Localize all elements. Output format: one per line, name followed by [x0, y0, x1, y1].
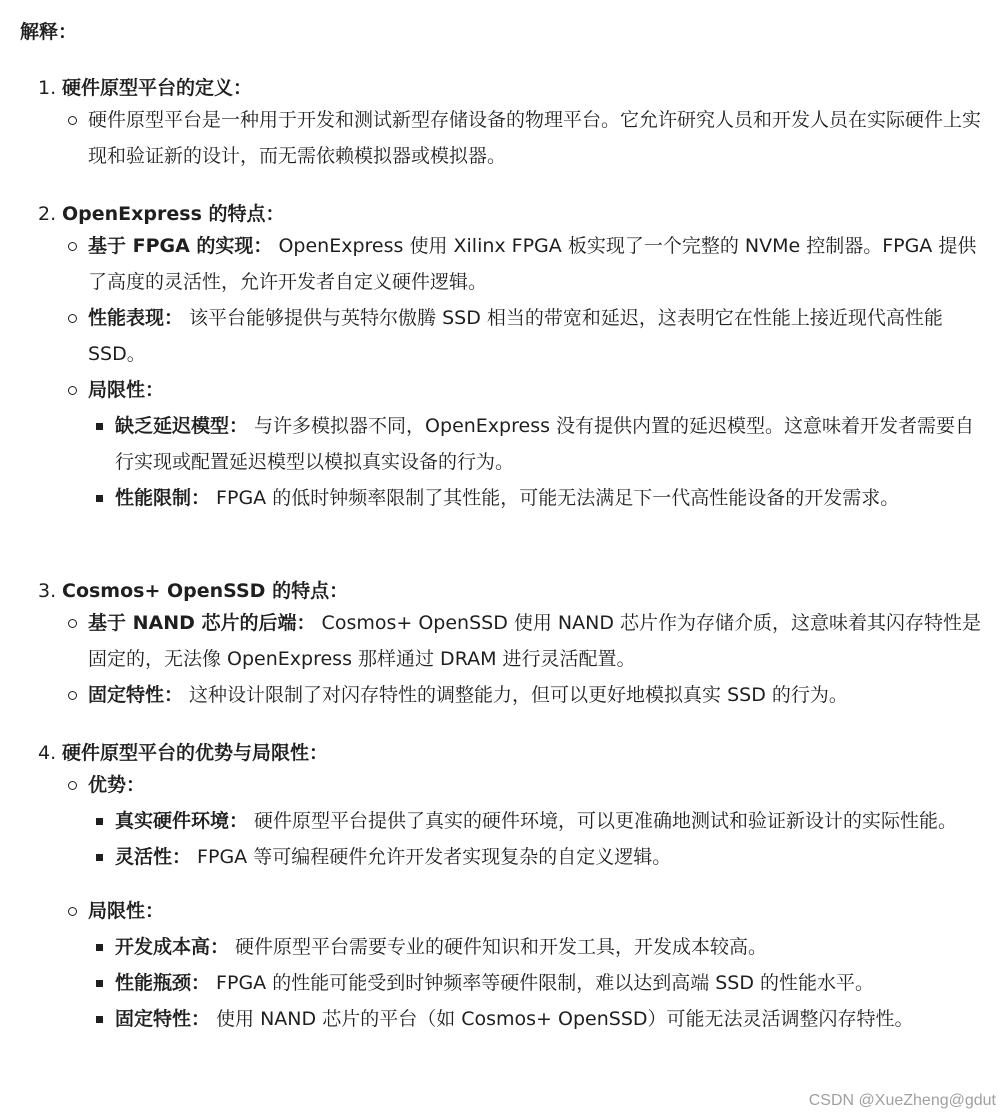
circle-bullet-icon — [68, 116, 77, 125]
list-item — [38, 300, 988, 372]
square-bullet-icon — [96, 980, 103, 987]
circle-bullet-icon — [68, 781, 77, 790]
list-item-label: 性能瓶颈： — [115, 972, 211, 994]
square-bullet-icon — [96, 944, 103, 951]
list-item-label: 真实硬件环境： — [115, 810, 249, 832]
circle-bullet-icon — [68, 314, 77, 323]
section-number: 4. — [38, 742, 57, 764]
list-item — [38, 605, 981, 677]
list-item-label: 性能限制： — [115, 487, 211, 509]
list-item-text: 这种设计限制了对闪存特性的调整能力，但可以更好地模拟真实 SSD 的行为。 — [183, 684, 848, 706]
nested-list-item — [38, 803, 977, 839]
list-item-text: 该平台能够提供与英特尔傲腾 SSD 相当的带宽和延迟，这表明它在性能上接近现代高性能 SSD。 — [88, 307, 943, 365]
list-item-text: Cosmos+ OpenSSD 使用 NAND 芯片作为存储介质，这意味着其闪存特性是固定的，无法像 OpenExpress 那样通过 DRAM 进行灵活配置。 — [88, 612, 982, 670]
section-4 — [38, 739, 988, 1037]
section-title-text: 硬件原型平台的定义： — [62, 77, 253, 99]
list-item — [38, 228, 988, 300]
circle-bullet-icon — [68, 691, 77, 700]
list-item — [38, 767, 988, 803]
circle-bullet-icon — [68, 907, 77, 916]
list-item-label: 基于 NAND 芯片的后端： — [88, 612, 316, 634]
section-title-text: 硬件原型平台的优势与局限性： — [62, 742, 329, 764]
nested-list-item — [38, 1001, 960, 1037]
list-item-label: 灵活性： — [115, 846, 192, 868]
list-item-text: 硬件原型平台是一种用于开发和测试新型存储设备的物理平台。它允许研究人员和开发人员在实际硬件上实现和验证新的设计，而无需依赖模拟器或模拟器。 — [88, 109, 982, 167]
list-item-text: OpenExpress 使用 Xilinx FPGA 板实现了一个完整的 NVMe 控制器。FPGA 提供了高度的灵活性，允许开发者自定义硬件逻辑。 — [88, 235, 977, 293]
section-2 — [38, 200, 988, 516]
list-item-label: 局限性： — [88, 900, 165, 922]
section-3 — [38, 577, 988, 713]
section-number: 2. — [38, 203, 57, 225]
section-title — [38, 739, 988, 767]
square-bullet-icon — [96, 818, 103, 825]
list-item-text: FPGA 等可编程硬件允许开发者实现复杂的自定义逻辑。 — [191, 846, 672, 868]
section-1 — [38, 74, 988, 174]
circle-bullet-icon — [68, 242, 77, 251]
section-number: 3. — [38, 580, 57, 602]
list-item-label: 优势： — [88, 774, 146, 796]
watermark: CSDN @XueZheng@gdut — [808, 1092, 996, 1109]
explanation-heading: 解释： — [20, 21, 78, 43]
circle-bullet-icon — [68, 386, 77, 395]
circle-bullet-icon — [68, 619, 77, 628]
nested-list-item — [38, 965, 988, 1001]
section-title-text: Cosmos+ OpenSSD 的特点： — [62, 580, 349, 602]
list-item-text: 硬件原型平台提供了真实的硬件环境，可以更准确地测试和验证新设计的实际性能。 — [248, 810, 958, 832]
nested-list-item — [38, 929, 988, 965]
nested-list-item — [38, 480, 960, 516]
list-item — [38, 893, 988, 929]
section-title — [38, 200, 988, 228]
list-item-text: 硬件原型平台需要专业的硬件知识和开发工具，开发成本较高。 — [229, 936, 768, 958]
section-title-text: OpenExpress 的特点： — [62, 203, 285, 225]
section-title — [38, 577, 988, 605]
list-item-label: 基于 FPGA 的实现： — [88, 235, 273, 257]
square-bullet-icon — [96, 854, 103, 861]
square-bullet-icon — [96, 1016, 103, 1023]
list-item-label: 性能表现： — [88, 307, 184, 329]
list-item-label: 局限性： — [88, 379, 165, 401]
list-item-text: 使用 NAND 芯片的平台（如 Cosmos+ OpenSSD）可能无法灵活调整闪存特性。 — [210, 1008, 914, 1030]
nested-list-item — [38, 408, 988, 480]
section-title — [38, 74, 988, 102]
list-item-label: 固定特性： — [115, 1008, 211, 1030]
list-item-text: FPGA 的性能可能受到时钟频率等硬件限制，难以达到高端 SSD 的性能水平。 — [210, 972, 875, 994]
section-number: 1. — [38, 77, 57, 99]
list-item-text: 与许多模拟器不同，OpenExpress 没有提供内置的延迟模型。这意味着开发者需要自行实现或配置延迟模型以模拟真实设备的行为。 — [115, 415, 975, 473]
list-item-label: 开发成本高： — [115, 936, 230, 958]
square-bullet-icon — [96, 423, 103, 430]
list-item-label: 缺乏延迟模型： — [115, 415, 249, 437]
square-bullet-icon — [96, 495, 103, 502]
list-item — [38, 677, 998, 713]
nested-list-item — [38, 839, 988, 875]
list-item-label: 固定特性： — [88, 684, 184, 706]
list-item — [38, 102, 988, 174]
list-item-text: FPGA 的低时钟频率限制了其性能，可能无法满足下一代高性能设备的开发需求。 — [210, 487, 900, 509]
list-item — [38, 372, 988, 408]
